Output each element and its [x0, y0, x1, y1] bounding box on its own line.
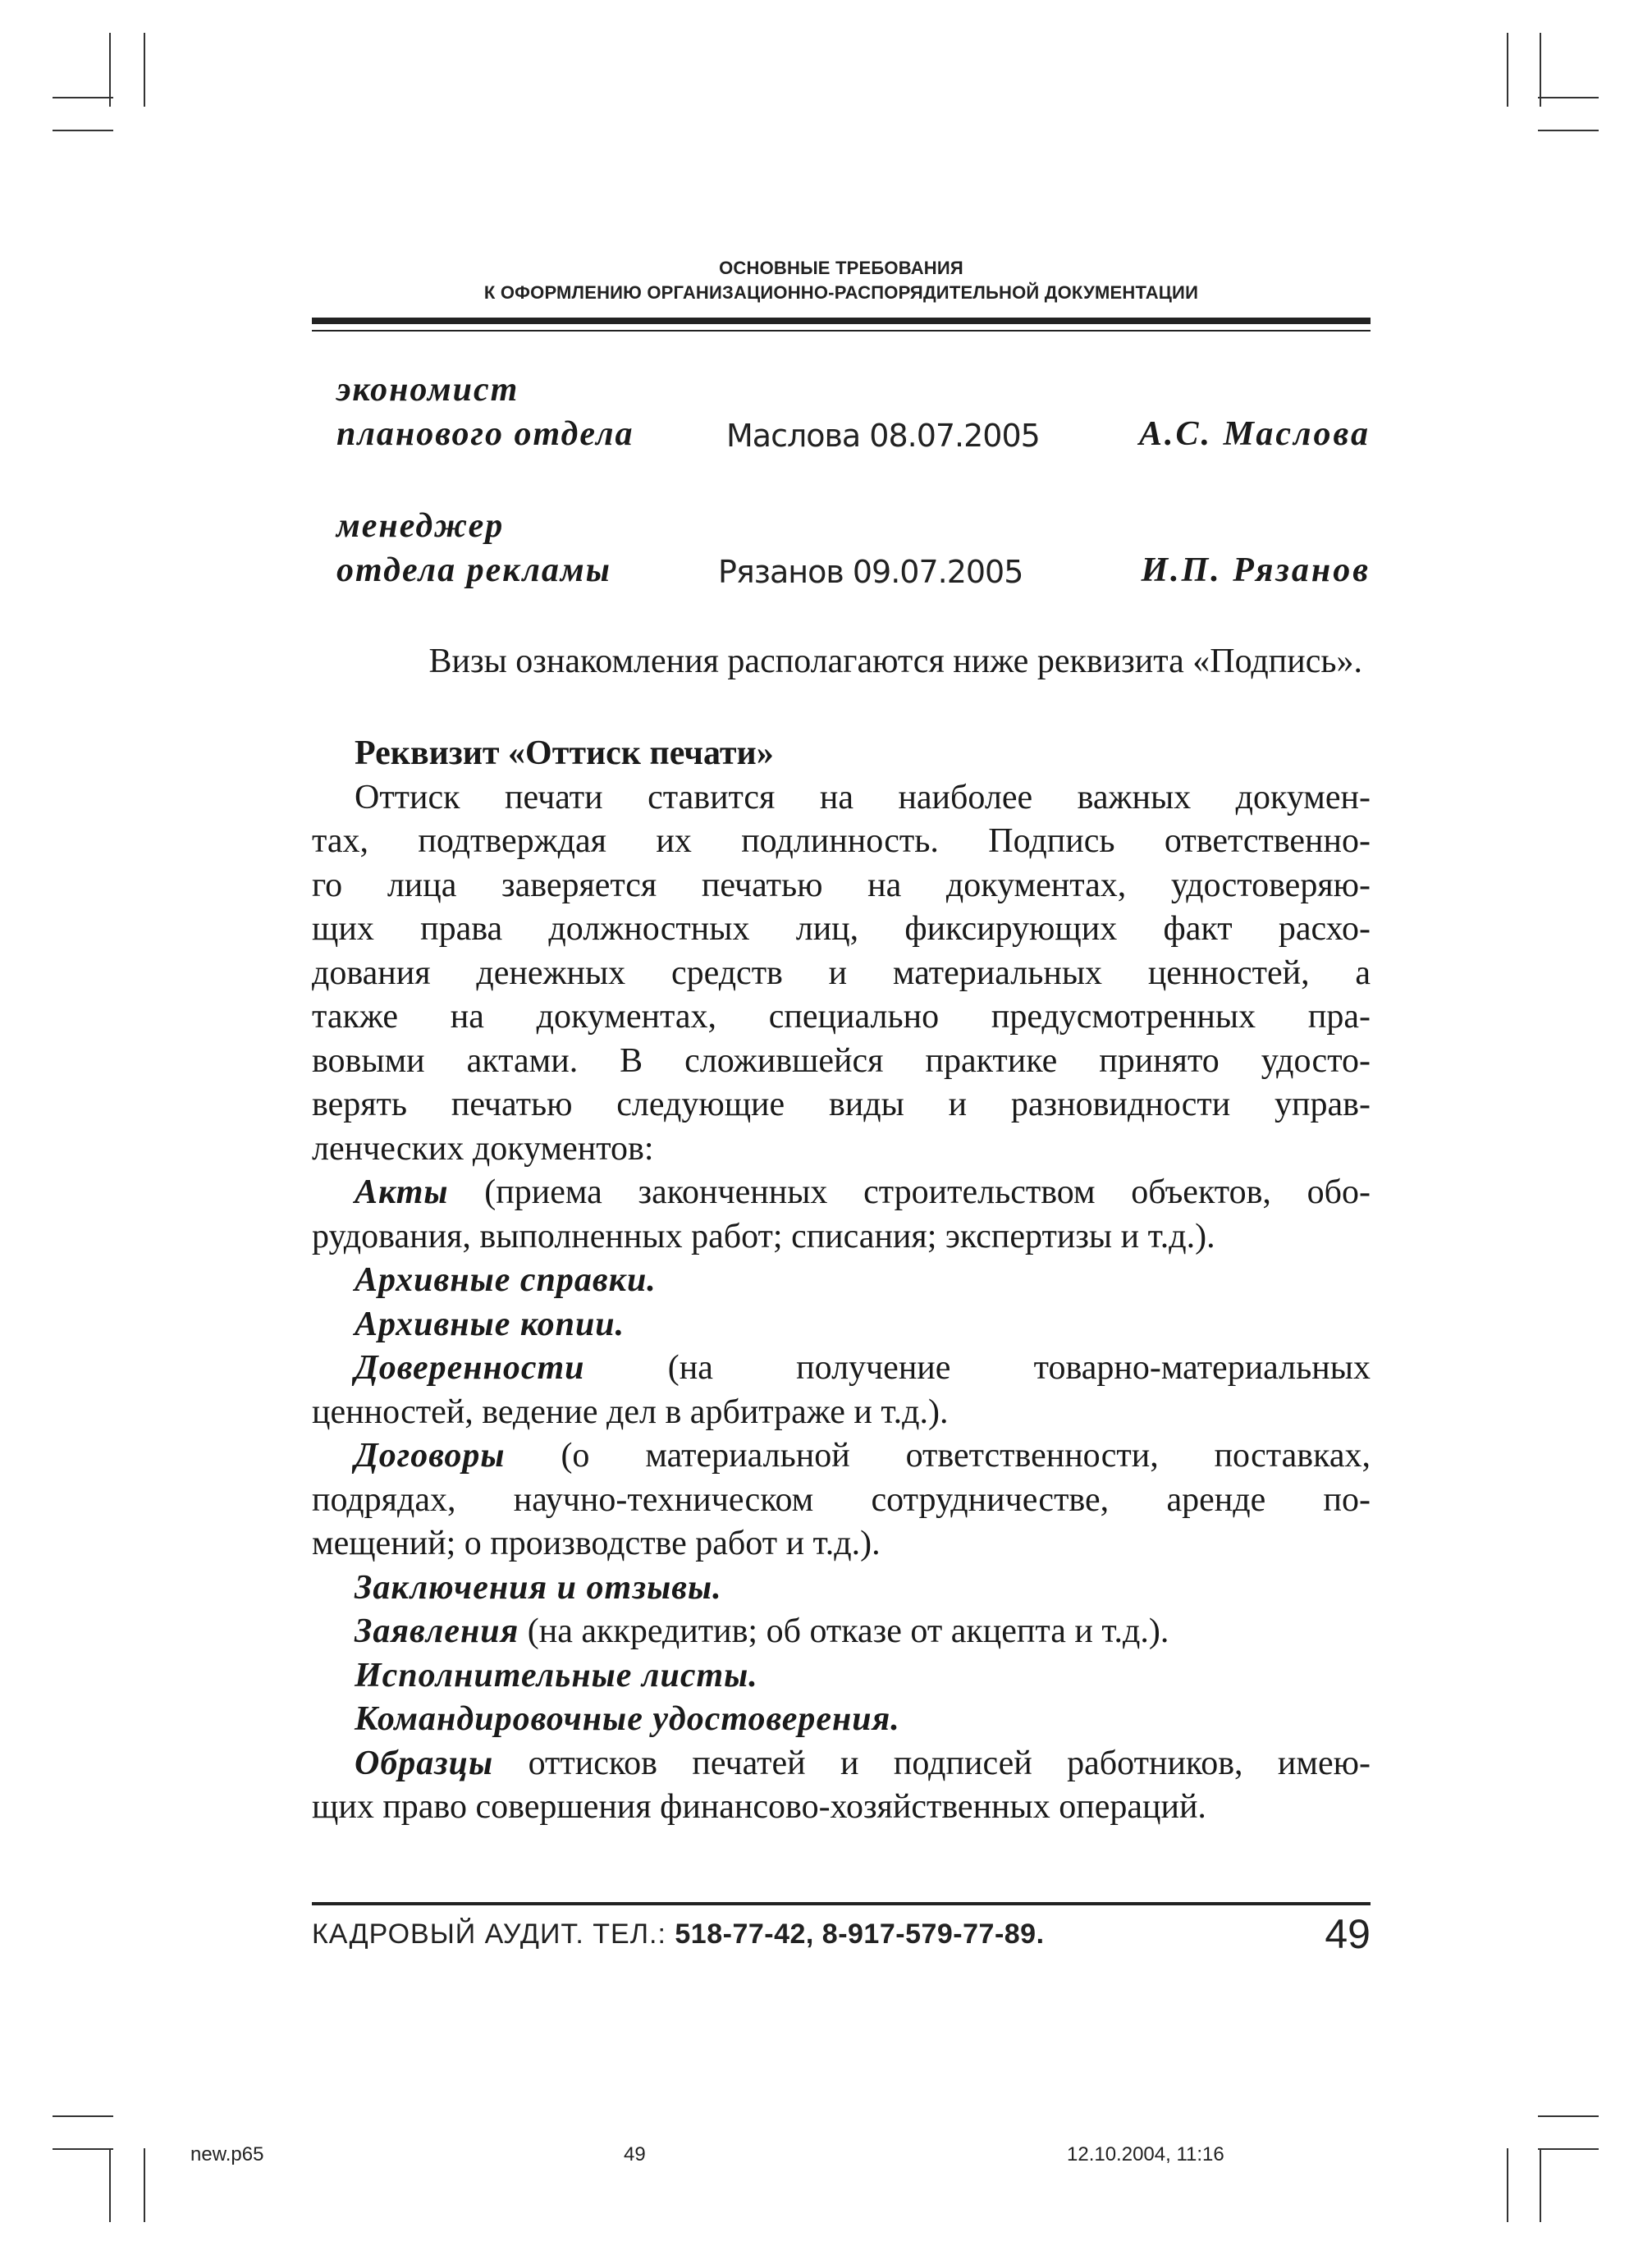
- document-list-item: [312, 1742, 1371, 1830]
- list-item-line: ценностей, ведение дел в арбитраже и т.д.).: [312, 1393, 949, 1431]
- list-item-text: (о материальной ответственности, поставках,: [505, 1437, 1371, 1475]
- section-stamp: [312, 732, 1371, 1830]
- document-list: [312, 1171, 1371, 1830]
- header-line-1: ОСНОВНЫЕ ТРЕБОВАНИЯ: [719, 258, 963, 278]
- list-item-line: [312, 1259, 1371, 1303]
- intro-line: щих права должностных лиц, фиксирующих факт расхо-: [312, 910, 1371, 948]
- list-item-term: Архивные справки.: [355, 1261, 657, 1299]
- footer-label: КАДРОВЫЙ АУДИТ. ТЕЛ.:: [312, 1918, 675, 1950]
- page-number: 49: [1325, 1911, 1371, 1957]
- visa-title: менеджер: [336, 507, 505, 545]
- list-item-text: (на получение товарно-материальных: [584, 1349, 1371, 1387]
- list-item-term: Образцы: [355, 1744, 494, 1782]
- document-list-item: [312, 1259, 1371, 1303]
- intro-line: дования денежных средств и материальных ценностей, а: [312, 954, 1371, 992]
- slug-page: 49: [624, 2143, 646, 2165]
- header-rule-thin: [312, 330, 1371, 332]
- document-list-item: [312, 1171, 1371, 1259]
- list-item-line: [312, 1434, 1371, 1479]
- document-list-item: [312, 1654, 1371, 1699]
- list-item-term: Архивные копии.: [355, 1305, 625, 1343]
- document-list-item: [312, 1698, 1371, 1742]
- section-intro: [312, 776, 1371, 1172]
- section-heading: Реквизит «Оттиск печати»: [355, 734, 774, 772]
- list-item-term: Доверенности: [355, 1349, 585, 1387]
- list-item-line: рудования, выполненных работ; списания; экспертизы и т.д.).: [312, 1217, 1215, 1255]
- list-item-text: оттисков печатей и подписей работников, имею-: [493, 1744, 1371, 1782]
- visa-title: экономист: [336, 371, 519, 409]
- document-list-item: [312, 1303, 1371, 1347]
- header-line-2: К ОФОРМЛЕНИЮ ОРГАНИЗАЦИОННО-РАСПОРЯДИТЕЛЬНОЙ ДОКУМЕНТАЦИИ: [483, 282, 1199, 303]
- running-header: [312, 256, 1371, 305]
- intro-line: тах, подтверждая их подлинность. Подпись ответственно-: [312, 822, 1371, 860]
- document-list-item: [312, 1610, 1371, 1654]
- visa-note: [312, 640, 1362, 684]
- list-item-line: [312, 1654, 1371, 1699]
- header-rule-thick: [312, 318, 1371, 324]
- visa-note-text: Визы ознакомления располагаются ниже реквизита «Подпись».: [428, 643, 1362, 680]
- list-item-line: [312, 1698, 1371, 1742]
- list-item-line: [312, 1171, 1371, 1215]
- list-item-text: (приема законченных строительством объектов, обо-: [448, 1173, 1371, 1211]
- intro-line: вовыми актами. В сложившейся практике принято удосто-: [312, 1041, 1371, 1080]
- visa-block-2: [336, 504, 1371, 594]
- list-item-line: щих право совершения финансово-хозяйственных операций.: [312, 1788, 1206, 1826]
- handwritten-signature: Маслова 08.07.2005: [726, 418, 1040, 454]
- list-item-line: мещений; о производстве работ и т.д.).: [312, 1525, 881, 1562]
- intro-line: Оттиск печати ставится на наиболее важных докумен-: [355, 778, 1371, 816]
- footer-contact: [312, 1918, 1045, 1950]
- visa-department: отдела рекламы: [336, 551, 611, 589]
- list-item-line: подрядах, научно-техническом сотрудничестве, аренде по-: [312, 1480, 1371, 1519]
- intro-line: го лица заверяется печатью на документах, удостоверяю-: [312, 866, 1371, 904]
- list-item-line: [312, 1742, 1371, 1786]
- list-item-text: (на аккредитив; об отказе от акцепта и т.д.).: [519, 1612, 1169, 1650]
- intro-line: также на документах, специально предусмотренных пра-: [312, 998, 1371, 1036]
- list-item-term: Исполнительные листы.: [355, 1656, 758, 1694]
- list-item-line: [312, 1610, 1371, 1654]
- visa-block-1: [336, 368, 1371, 458]
- list-item-term: Командировочные удостоверения.: [355, 1700, 900, 1738]
- footer-rule: [312, 1902, 1371, 1905]
- list-item-line: [312, 1303, 1371, 1347]
- list-item-term: Заявления: [355, 1612, 519, 1650]
- document-list-item: [312, 1566, 1371, 1611]
- intro-line: верять печатью следующие виды и разновидности управ-: [312, 1086, 1371, 1123]
- document-list-item: [312, 1434, 1371, 1566]
- visa-name: А.С. Маслова: [1139, 415, 1371, 453]
- footer-phones: 518-77-42, 8-917-579-77-89.: [675, 1918, 1045, 1950]
- list-item-term: Акты: [355, 1173, 449, 1211]
- intro-line: ленческих документов:: [312, 1129, 654, 1168]
- list-item-term: Договоры: [355, 1437, 506, 1475]
- visa-department: планового отдела: [336, 415, 634, 453]
- list-item-line: [312, 1347, 1371, 1391]
- handwritten-signature: Рязанов 09.07.2005: [718, 554, 1023, 590]
- document-list-item: [312, 1347, 1371, 1434]
- list-item-term: Заключения и отзывы.: [355, 1568, 722, 1607]
- visa-name: И.П. Рязанов: [1141, 551, 1371, 589]
- slug-filename: new.p65: [190, 2143, 264, 2165]
- list-item-line: [312, 1566, 1371, 1611]
- slug-timestamp: 12.10.2004, 11:16: [1067, 2143, 1224, 2165]
